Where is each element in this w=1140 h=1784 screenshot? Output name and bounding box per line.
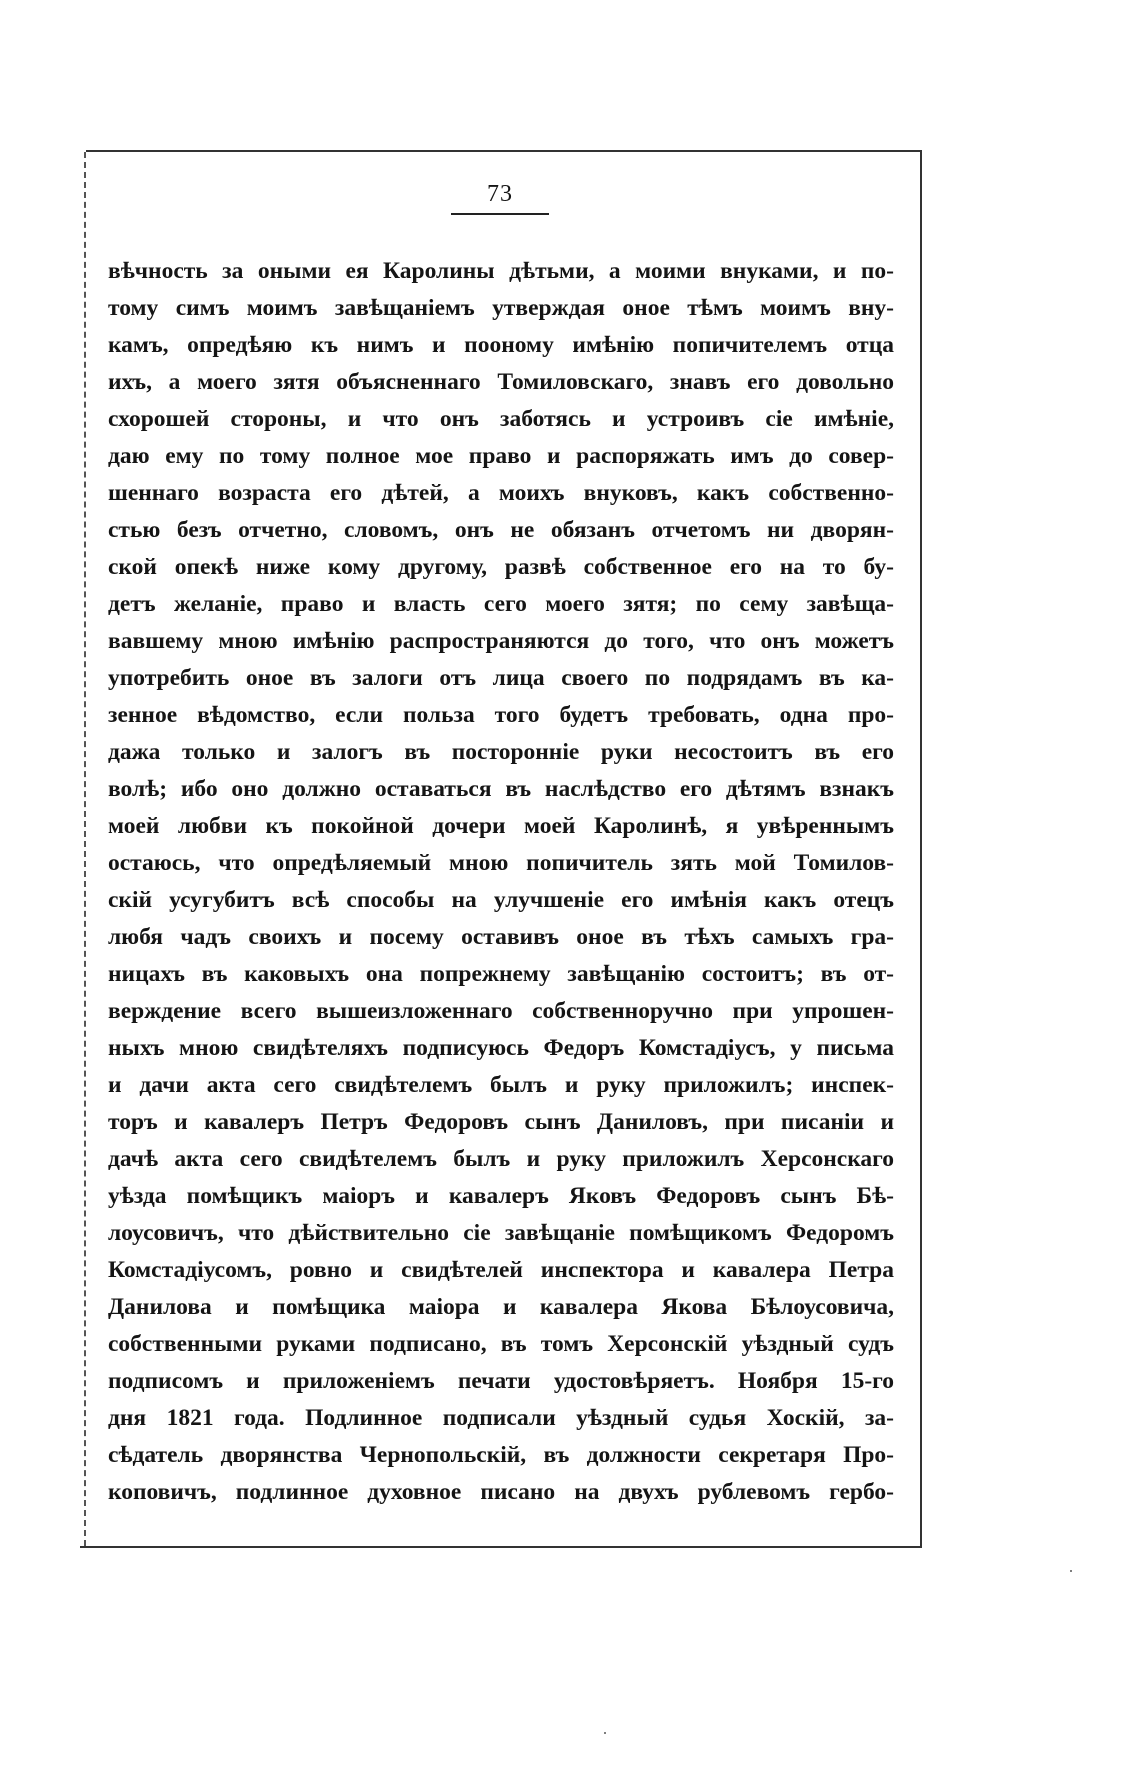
text-line: дня 1821 года. Подлинное подписали уѣздный судья Хоскій, за- <box>108 1405 894 1431</box>
text-line: подписомъ и приложеніемъ печати удостовѣряетъ. Ноября 15-го <box>108 1368 894 1394</box>
text-line: схорошей стороны, и что онъ заботясь и устроивъ сіе имѣніе, <box>108 406 894 432</box>
frame-top-rule <box>86 150 922 152</box>
text-line: и дачи акта сего свидѣтелемъ былъ и руку приложилъ; инспек- <box>108 1072 894 1098</box>
frame-right-rule <box>920 150 922 1548</box>
text-line: ской опекѣ ниже кому другому, развѣ собственное его на то бу- <box>108 554 894 580</box>
text-line: любя чадъ своихъ и посему оставивъ оное въ тѣхъ самыхъ гра- <box>108 924 894 950</box>
text-line: употребить оное въ залоги отъ лица своего по подрядамъ въ ка- <box>108 665 894 691</box>
text-line: Данилова и помѣщика маіора и кавалера Якова Бѣлоусовича, <box>108 1294 894 1320</box>
text-line: скій усугубитъ всѣ способы на улучшеніе его имѣнія какъ отецъ <box>108 887 894 913</box>
text-line: стью безъ отчетно, словомъ, онъ не обязанъ отчетомъ ни дворян- <box>108 517 894 543</box>
text-line: собственными руками подписано, въ томъ Херсонскій уѣздный судъ <box>108 1331 894 1357</box>
frame-bottom-rule <box>80 1546 922 1548</box>
text-line: ницахъ въ каковыхъ она попрежнему завѣщанію состоитъ; въ от- <box>108 961 894 987</box>
text-line: шеннаго возраста его дѣтей, а моихъ внуковъ, какъ собственно- <box>108 480 894 506</box>
text-line: лоусовичъ, что дѣйствительно сіе завѣщаніе помѣщикомъ Федоромъ <box>108 1220 894 1246</box>
page-number-underline <box>451 213 549 215</box>
text-line: дажа только и залогъ въ посторонніе руки несостоитъ въ его <box>108 739 894 765</box>
scan-speck <box>604 1732 606 1734</box>
text-line: дачѣ акта сего свидѣтелемъ былъ и руку приложилъ Херсонскаго <box>108 1146 894 1172</box>
frame-left-rule <box>84 152 86 1546</box>
text-line: торъ и кавалеръ Петръ Федоровъ сынъ Даниловъ, при писаніи и <box>108 1109 894 1135</box>
text-line: вѣчность за оными ея Каролины дѣтьми, а моими внуками, и по- <box>108 258 894 284</box>
text-line: уѣзда помѣщикъ маіоръ и кавалеръ Яковъ Федоровъ сынъ Бѣ- <box>108 1183 894 1209</box>
text-line: сѣдатель дворянства Чернопольскій, въ должности секретаря Про- <box>108 1442 894 1468</box>
scan-speck <box>1070 1570 1072 1572</box>
text-line: волѣ; ибо оно должно оставаться въ наслѣдство его дѣтямъ взнакъ <box>108 776 894 802</box>
text-line: ихъ, а моего зятя объясненнаго Томиловскаго, знавъ его довольно <box>108 369 894 395</box>
text-line: детъ желаніе, право и власть сего моего зятя; по сему завѣща- <box>108 591 894 617</box>
text-line: верждение всего вышеизложеннаго собственноручно при упрошен- <box>108 998 894 1024</box>
text-line: вавшему мною имѣнію распространяются до того, что онъ можетъ <box>108 628 894 654</box>
text-line: остаюсь, что опредѣляемый мною попичитель зять мой Томилов- <box>108 850 894 876</box>
page-number: 73 <box>487 181 513 207</box>
text-line: коповичъ, подлинное духовное писано на двухъ рублевомъ гербо- <box>108 1479 894 1505</box>
text-line: даю ему по тому полное мое право и распоряжать имъ до совер- <box>108 443 894 469</box>
body-text <box>108 253 894 1511</box>
text-line: ныхъ мною свидѣтеляхъ подписуюсь Федоръ Комстадіусъ, у письма <box>108 1035 894 1061</box>
text-line: моей любви къ покойной дочери моей Каролинѣ, я увѣреннымъ <box>108 813 894 839</box>
text-line: зенное вѣдомство, если польза того будетъ требовать, одна про- <box>108 702 894 728</box>
text-line: Комстадіусомъ, ровно и свидѣтелей инспектора и кавалера Петра <box>108 1257 894 1283</box>
text-line: тому симъ моимъ завѣщаніемъ утверждая оное тѣмъ моимъ вну- <box>108 295 894 321</box>
text-line: камъ, опредѣяю къ нимъ и пооному имѣнію попичителемъ отца <box>108 332 894 358</box>
